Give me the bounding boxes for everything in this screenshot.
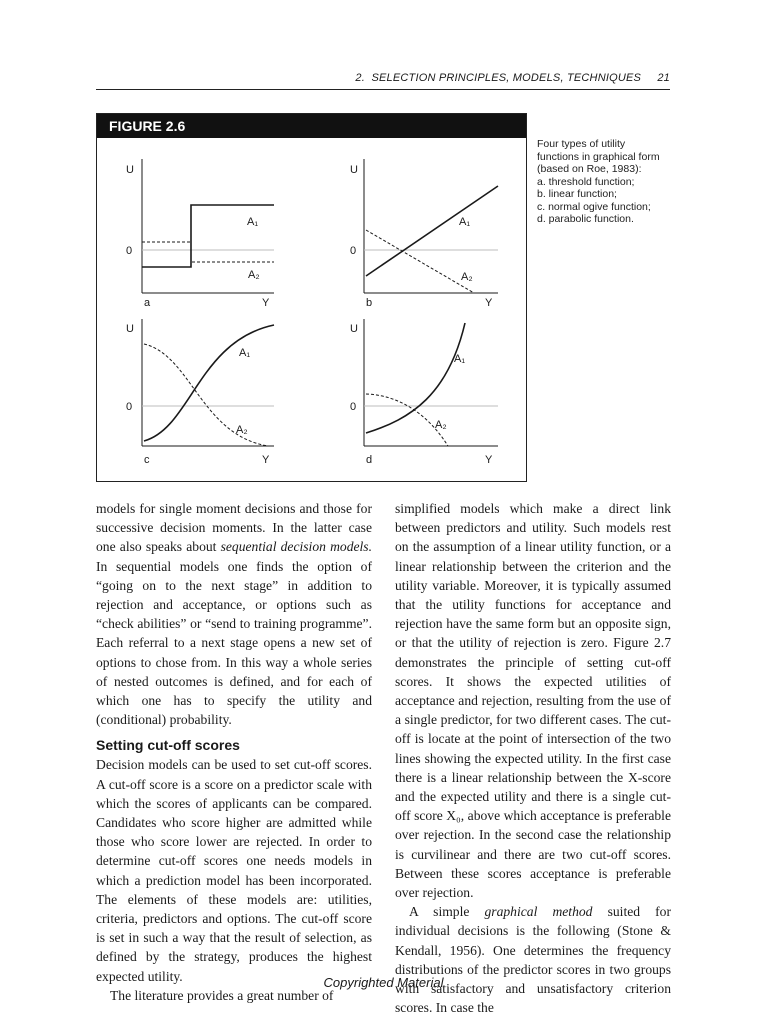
panel-c-a1-label: A₁ xyxy=(239,347,251,359)
figure-label: FIGURE 2.6 xyxy=(109,118,186,134)
panel-a-letter: a xyxy=(144,297,151,309)
panel-d-a1-label: A₁ xyxy=(454,353,466,365)
panel-b-a1-label: A₁ xyxy=(459,216,471,228)
panel-a-a2-line xyxy=(142,242,274,262)
panel-d-u-label: U xyxy=(350,323,358,335)
section-heading: Setting cut-off scores xyxy=(96,737,240,754)
panel-b-y-label: Y xyxy=(485,297,493,309)
copyright-footer: Copyrighted Material xyxy=(323,975,444,990)
right-column xyxy=(395,499,671,1017)
panel-b-letter: b xyxy=(366,297,373,309)
text-run: suited for individual decisions is the following (Stone & Kendall, 1956). One determines the frequency distributions of the predictor scores in two groups with satisfactory and unsatisfactory criterion scores. In case the xyxy=(395,904,671,1016)
panel-a xyxy=(126,159,274,309)
panel-a-y-label: Y xyxy=(262,297,270,309)
caption-line: functions in graphical form xyxy=(537,150,660,163)
panel-c-y-label: Y xyxy=(262,454,270,466)
caption-line: Four types of utility xyxy=(537,138,626,150)
left-paragraph-3: The literature provides a great number of xyxy=(110,987,334,1003)
caption-line: a. threshold function; xyxy=(537,175,635,188)
right-paragraph-1: simplified models which make a direct link between predictors and utility. Such models rest on the assumption of a linear utility function, or a linear relationship between the criterion and the utility variable. Moreover, it is typically assumed that the utility functions for acceptance and rejection have the same form but an opposite sign, or that the utility of rejection is zero. Figure 2.7 demonstrates the principle of setting cut-off scores. It shows the expected utilities of acceptance and rejection, resulting from the use of a single predictor, for two different cases. The cut-off is locate at the point of intersection of the two lines showing the expected utility. In the first case there is a linear relationship between the X-score and the expected utility and there is a single cut-off score X₀, above which acceptance is preferable over rejection. In the second case the relationship is curvilinear and there are two cut-off scores. Between these scores acceptance is preferable over rejection. xyxy=(395,501,671,901)
panel-d-a2-label: A₂ xyxy=(435,419,447,431)
text-run: models for single moment decisions and those for successive decision moments. In the latter case one also speaks about xyxy=(96,501,372,555)
running-head-text: 2. SELECTION PRINCIPLES, MODELS, TECHNIQUES 21 xyxy=(355,72,670,84)
emphasis-text: sequential decision models. xyxy=(220,539,372,555)
figure-caption xyxy=(537,138,677,226)
panel-a-zero-label: 0 xyxy=(126,245,133,257)
panel-d-a1-line xyxy=(366,323,465,433)
caption-line: d. parabolic function. xyxy=(537,213,634,225)
caption-line: b. linear function; xyxy=(537,188,617,200)
emphasis-text: graphical method xyxy=(484,904,593,920)
panel-c-u-label: U xyxy=(126,323,134,335)
panel-b xyxy=(350,159,498,309)
panel-c xyxy=(126,319,274,466)
panel-c-letter: c xyxy=(144,454,150,466)
left-column xyxy=(96,499,372,1005)
panel-d-zero-label: 0 xyxy=(350,401,357,413)
panel-c-a1-line xyxy=(144,325,274,441)
text-run: A simple xyxy=(409,904,485,920)
panel-a-a1-line xyxy=(142,205,274,267)
panel-d-letter: d xyxy=(366,454,373,466)
panel-b-a2-label: A₂ xyxy=(461,271,473,283)
panel-a-a1-label: A₁ xyxy=(247,216,259,228)
panel-d-y-label: Y xyxy=(485,454,493,466)
caption-line: c. normal ogive function; xyxy=(537,200,651,213)
text-run: In sequential models one finds the option of “going on to the next stage” in addition to rejection and acceptance, or options such as “check abilities” or “send to training programme”. Each referral to a next stage opens a new set of options to chose from. In this way a whole series of nested outcomes is defined, and for each of which one has to specify the utility and (conditional) probability. xyxy=(96,558,372,728)
panel-b-zero-label: 0 xyxy=(350,245,357,257)
figure-graphs xyxy=(96,113,527,482)
panel-b-a1-line xyxy=(366,186,498,276)
panel-c-a2-label: A₂ xyxy=(236,424,248,436)
panel-a-a2-label: A₂ xyxy=(248,269,260,281)
left-paragraph-2: Decision models can be used to set cut-off scores. A cut-off score is a score on a predictor scale with which the scores of applicants can be compared. Candidates who score higher are admitted while those who score lower are rejected. In order to determine cut-off scores one needs models in which a prediction model has been incorporated. The elements of these models are: utilities, criteria, predictors and options. The cut-off score is set in such a way that the result of selection, as defined by the strategy, produces the highest expected utility. xyxy=(96,757,372,984)
panel-b-u-label: U xyxy=(350,164,358,176)
caption-line: (based on Roe, 1983): xyxy=(537,163,642,175)
panel-d xyxy=(350,319,498,466)
running-head xyxy=(96,71,670,90)
panel-a-u-label: U xyxy=(126,164,134,176)
panel-c-zero-label: 0 xyxy=(126,401,133,413)
left-paragraph-1 xyxy=(96,499,372,729)
